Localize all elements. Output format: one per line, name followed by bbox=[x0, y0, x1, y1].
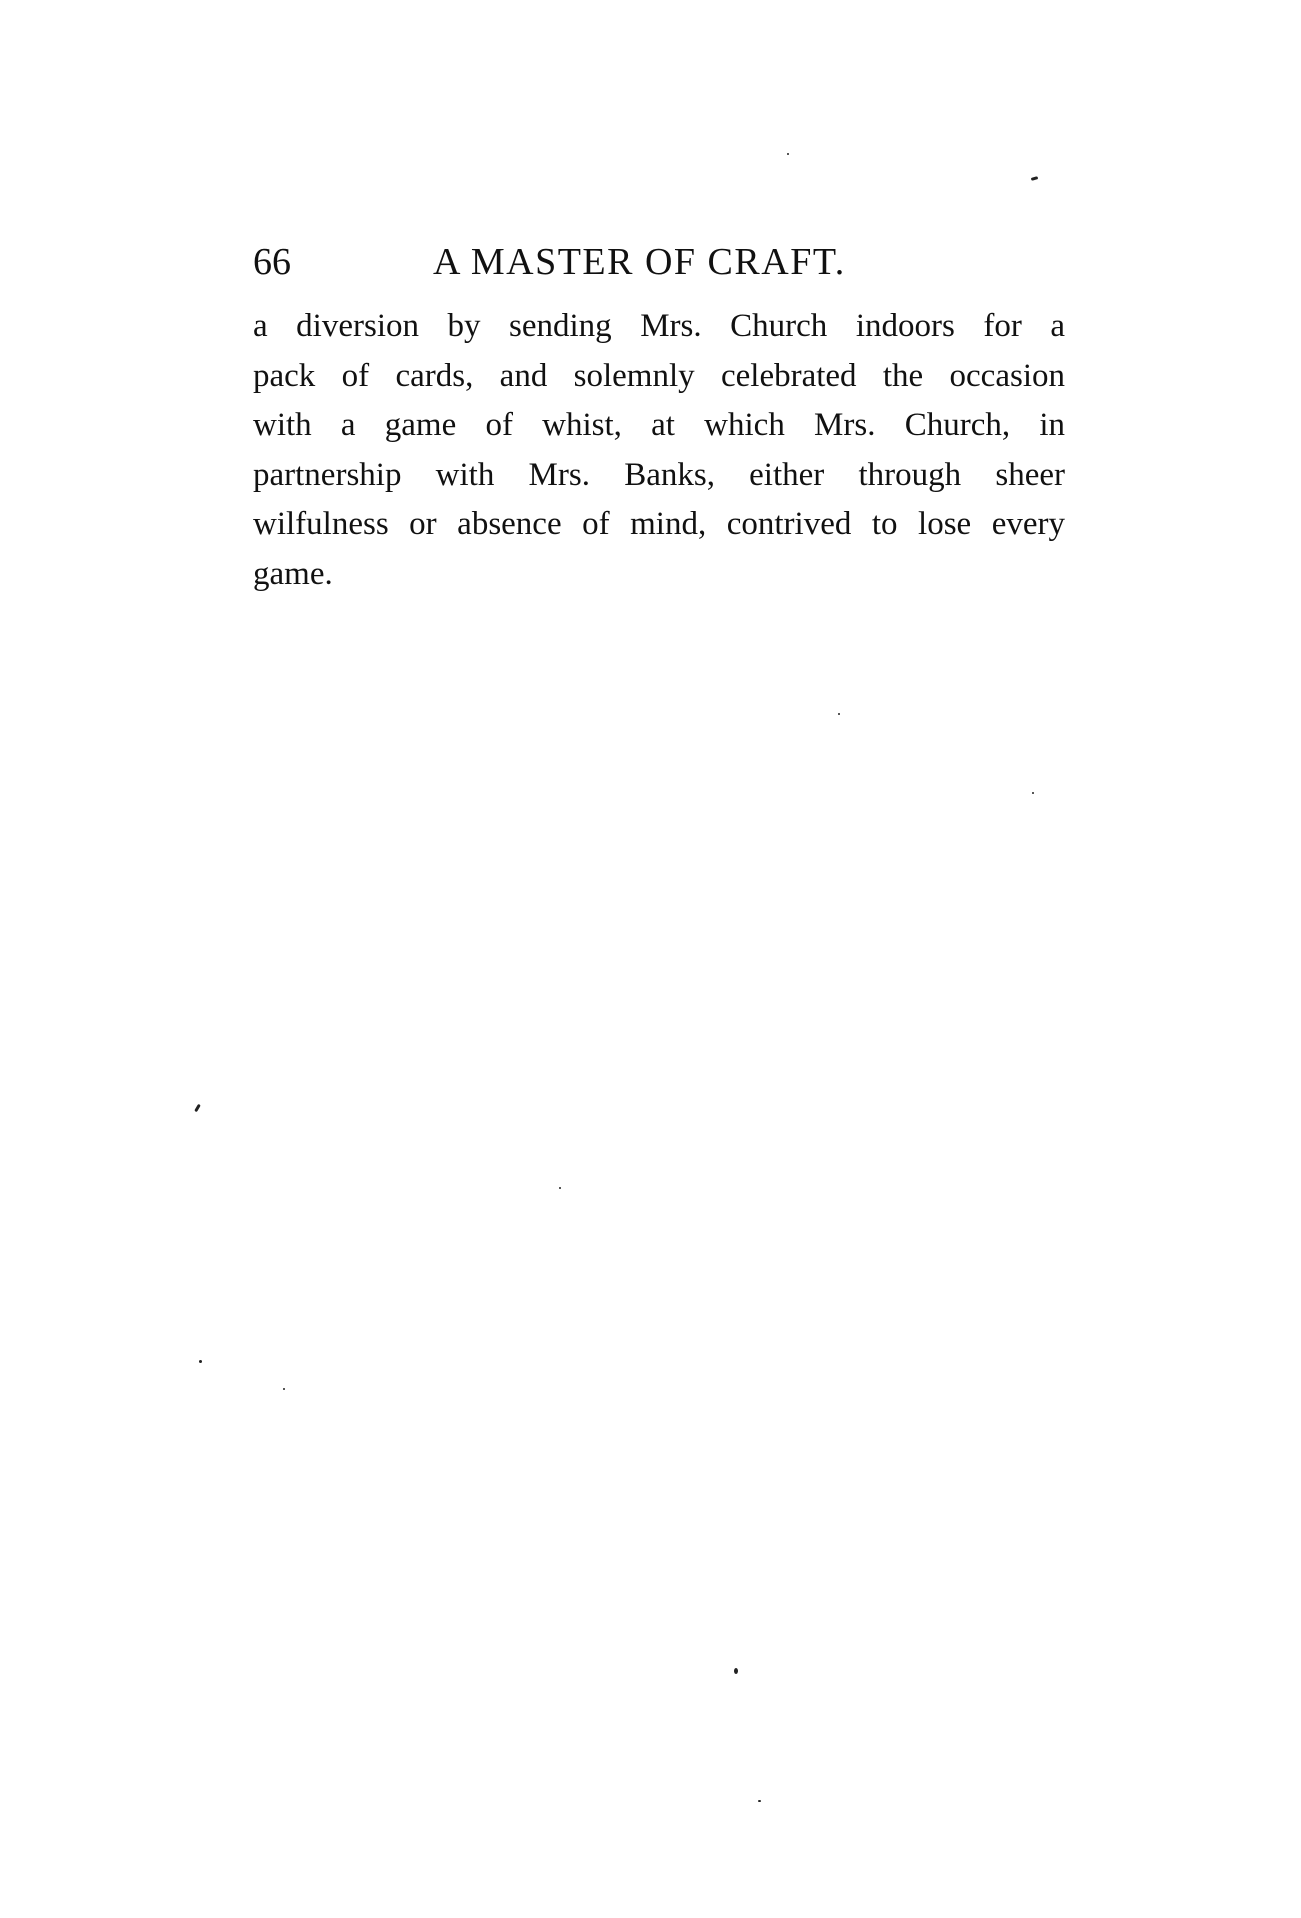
page-number: 66 bbox=[253, 241, 291, 283]
text-line: pack of cards, and solemnly celebrated the occasion bbox=[253, 357, 1065, 394]
scan-speck bbox=[734, 1668, 738, 1674]
scan-speck bbox=[1032, 792, 1034, 794]
text-line: wilfulness or absence of mind, contrived to lose every bbox=[253, 506, 1065, 543]
text-line: a diversion by sending Mrs. Church indoors for a bbox=[253, 308, 1065, 344]
scan-speck bbox=[199, 1360, 202, 1363]
scan-speck bbox=[838, 713, 840, 715]
scan-speck bbox=[787, 153, 789, 155]
text-line: game. bbox=[253, 555, 333, 592]
scan-speck bbox=[758, 1800, 761, 1802]
page-header bbox=[253, 232, 1065, 292]
text-line: partnership with Mrs. Banks, either through sheer bbox=[253, 456, 1065, 493]
scan-speck bbox=[283, 1388, 285, 1390]
scan-speck bbox=[194, 1104, 201, 1112]
scan-speck bbox=[1031, 176, 1039, 181]
running-title: A MASTER OF CRAFT. bbox=[433, 241, 846, 283]
text-line: with a game of whist, at which Mrs. Church, in bbox=[253, 407, 1065, 444]
scan-speck bbox=[559, 1187, 561, 1189]
body-paragraph bbox=[253, 302, 1065, 600]
